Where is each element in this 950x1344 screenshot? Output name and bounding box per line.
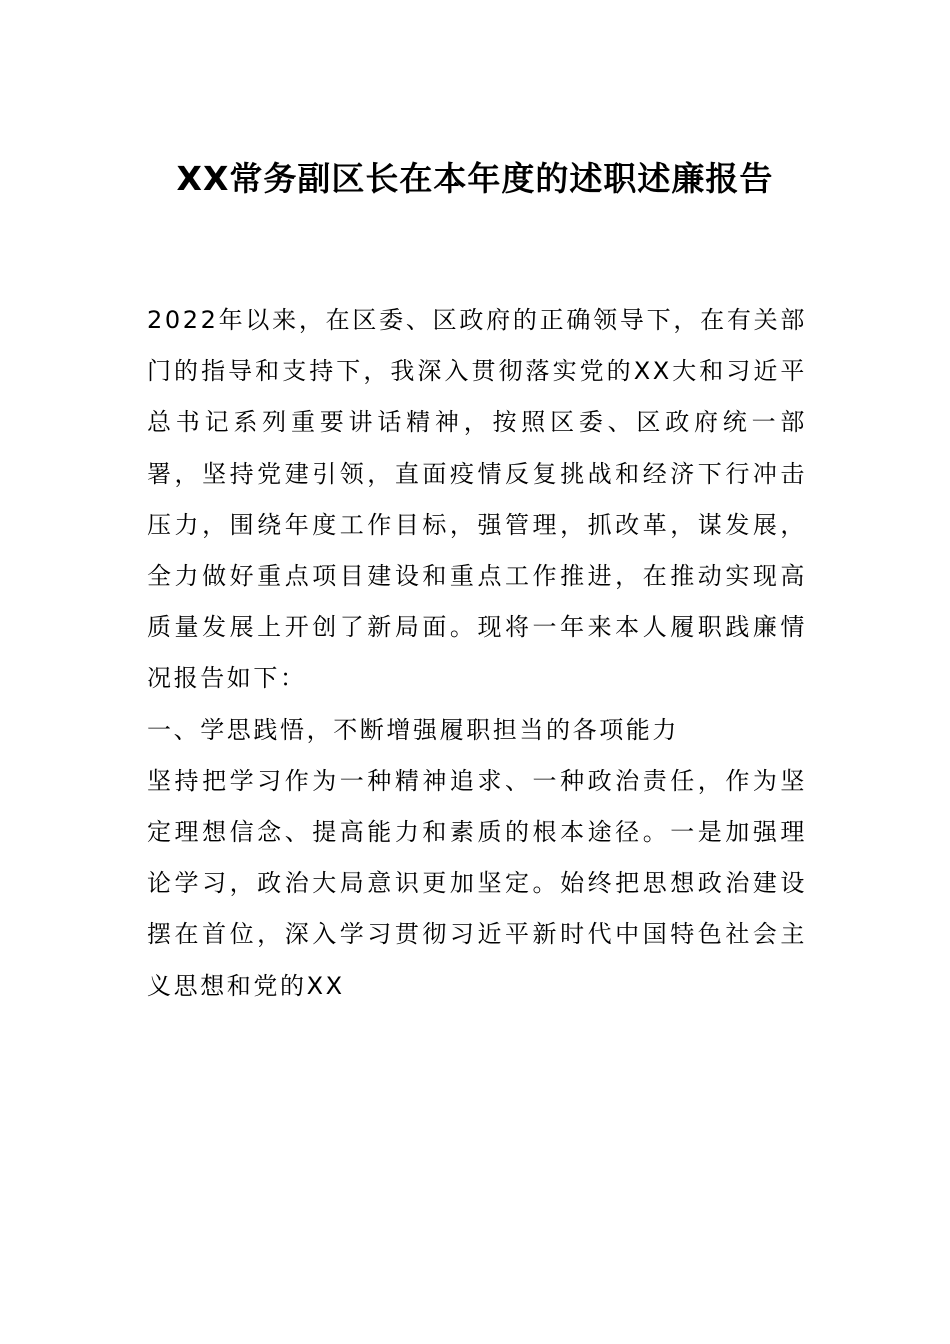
document-title: XX常务副区长在本年度的述职述廉报告 [176,159,774,198]
body-paragraph: 坚持把学习作为一种精神追求、一种政治责任，作为坚定理想信念、提高能力和素质的根本途径。一是加强理论学习，政治大局意识更加坚定。始终把思想政治建设摆在首位，深入学习贯彻习近平新时代中国特色社会主义思想和党的XX [147,766,807,1000]
document-body [147,295,807,1012]
intro-paragraph: 2022年以来，在区委、区政府的正确领导下，在有关部门的指导和支持下，我深入贯彻落实党的XX大和习近平总书记系列重要讲话精神，按照区委、区政府统一部署，坚持党建引领，直面疫情反复挑战和经济下行冲击压力，围绕年度工作目标，强管理，抓改革，谋发展，全力做好重点项目建设和重点工作推进，在推动实现高质量发展上开创了新局面。现将一年来本人履职践廉情况报告如下： [147,306,807,693]
section-heading: 一、学思践悟，不断增强履职担当的各项能力 [147,715,679,744]
